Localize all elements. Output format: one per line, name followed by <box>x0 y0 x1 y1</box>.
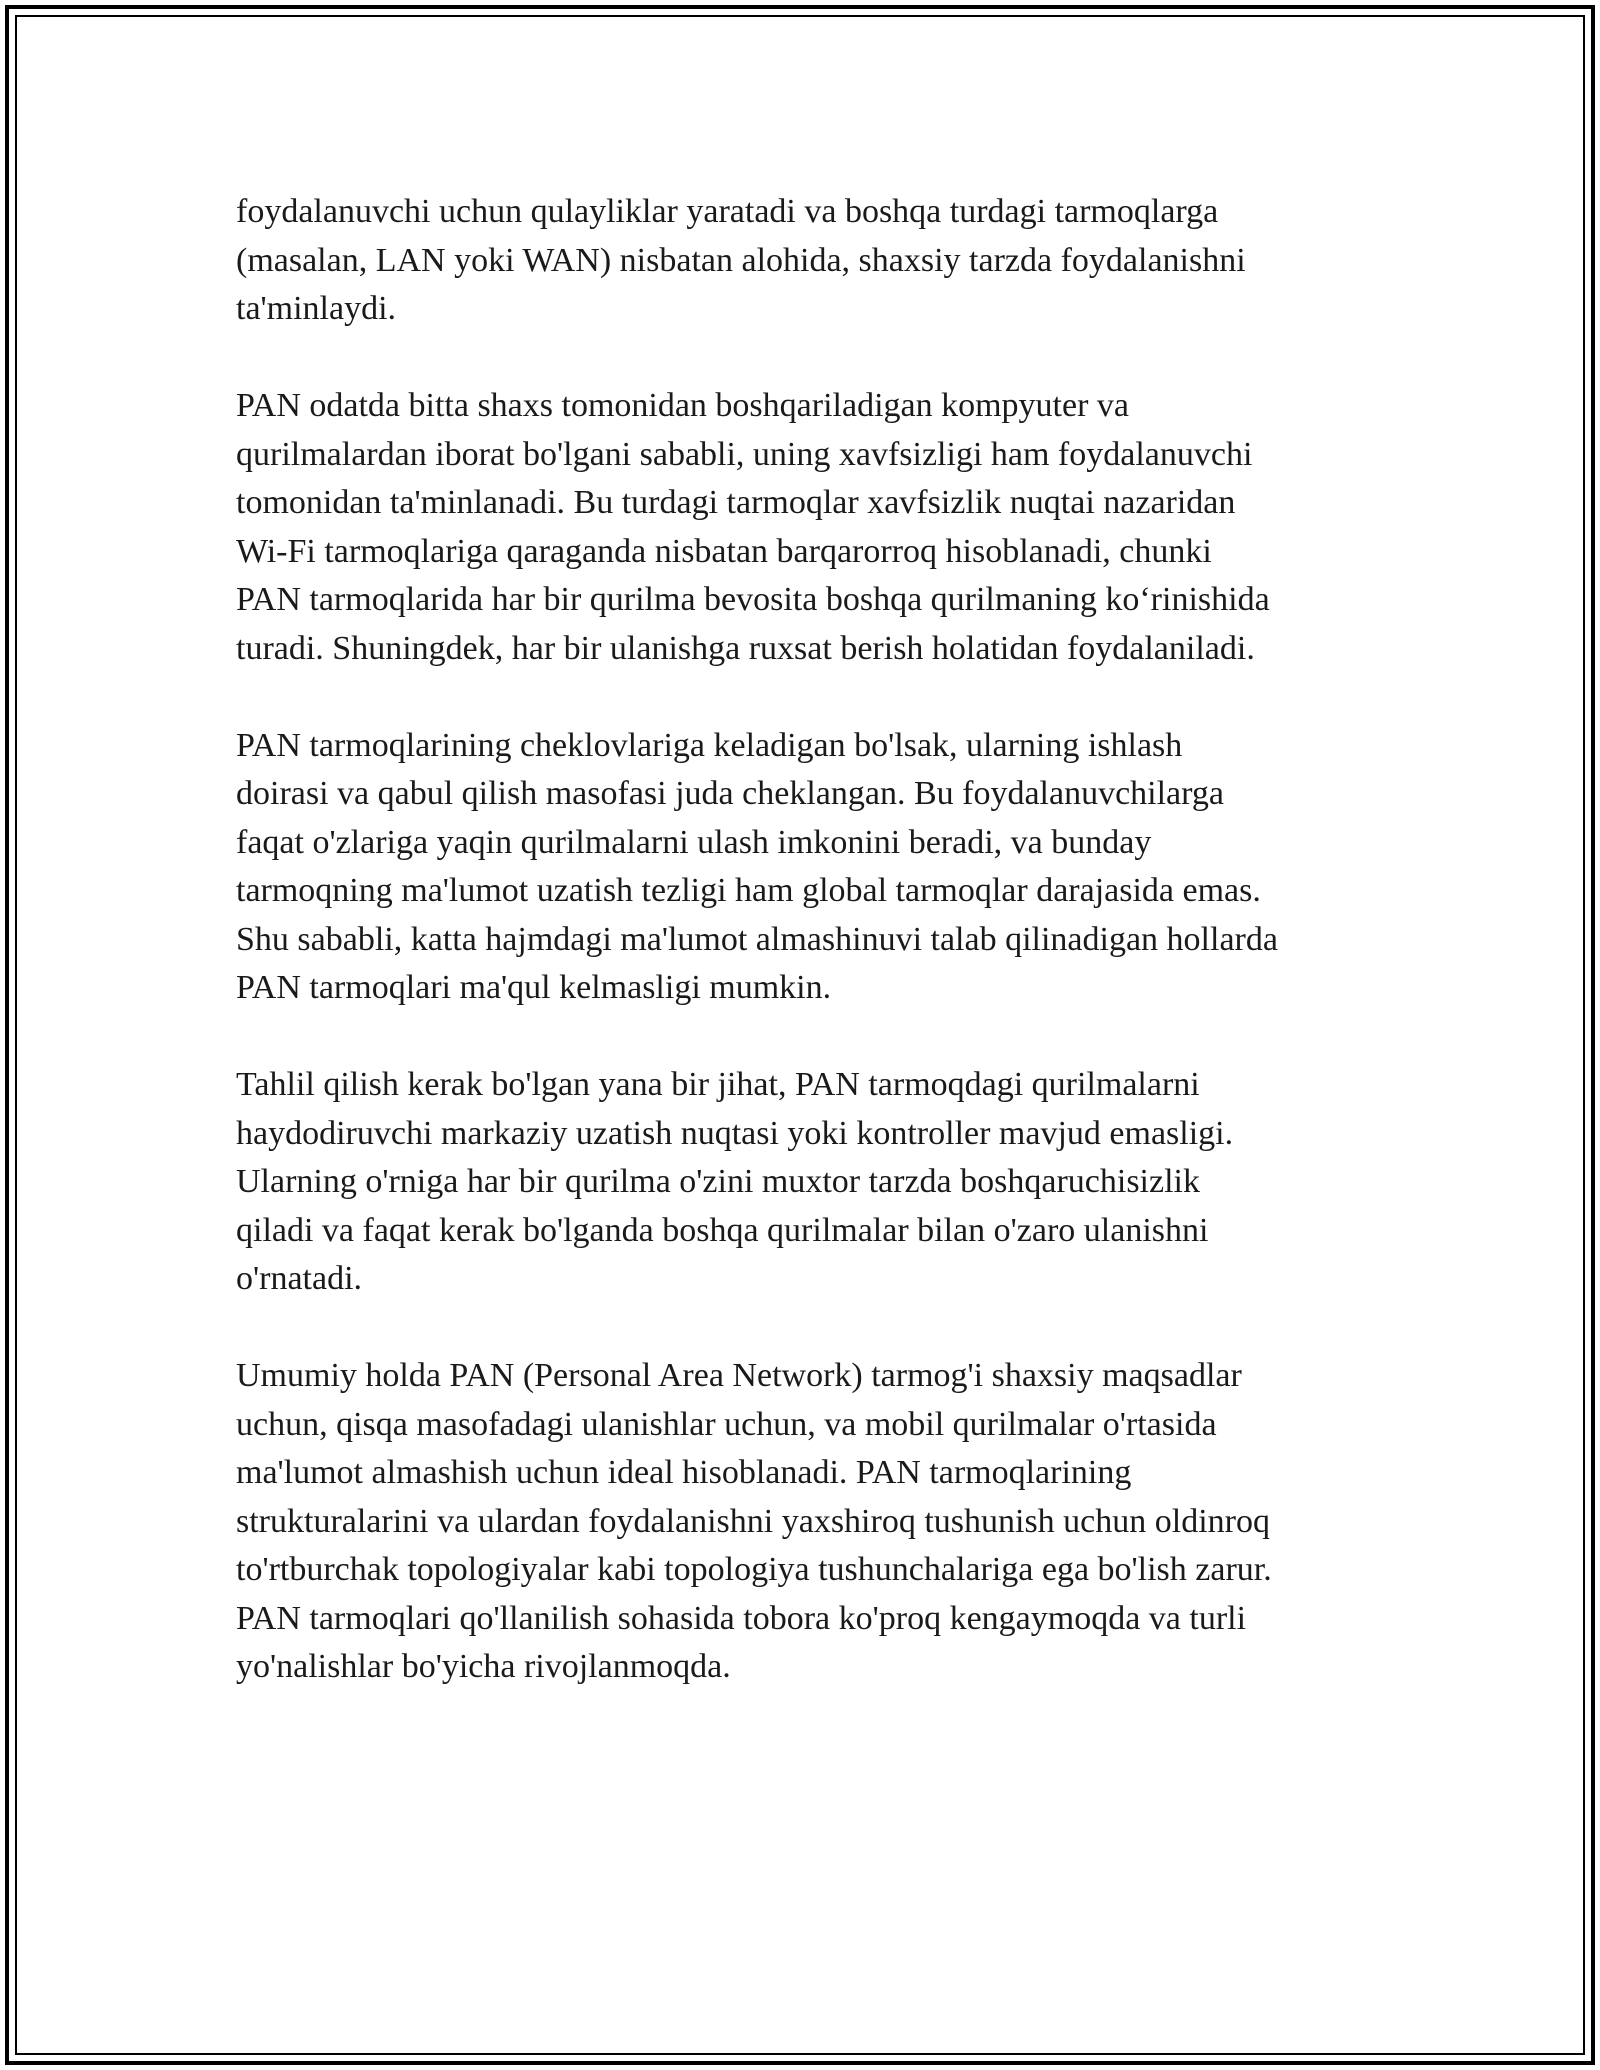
paragraph-2: PAN odatda bitta shaxs tomonidan boshqariladigan kompyuter va qurilmalardan iborat bo'lgani sababli, uning xavfsizligi ham foydalanuvchi tomonidan ta'minlanadi. Bu turdagi tarmoqlar xavfsizlik nuqtai nazaridan Wi-Fi tarmoqlariga qaraganda nisbatan barqarorroq hisoblanadi, chunki PAN tarmoqlarida har bir qurilma bevosita boshqa qurilmaning ko‘rinishida turadi. Shuningdek, har bir ulanishga ruxsat berish holatidan foydalaniladi. <box>236 387 1270 667</box>
paragraph-4: Tahlil qilish kerak bo'lgan yana bir jihat, PAN tarmoqdagi qurilmalarni haydodiruvchi markaziy uzatish nuqtasi yoki kontroller mavjud emasligi. Ularning o'rniga har bir qurilma o'zini muxtor tarzda boshqaruchisizlik qiladi va faqat kerak bo'lganda boshqa qurilmalar bilan o'zaro ulanishni o'rnatadi. <box>236 1066 1234 1297</box>
paragraph-1: foydalanuvchi uchun qulayliklar yaratadi va boshqa turdagi tarmoqlarga (masalan, LAN yoki WAN) nisbatan alohida, shaxsiy tarzda foydalanishni ta'minlaydi. <box>236 193 1246 327</box>
paragraph-3: PAN tarmoqlarining cheklovlariga keladigan bo'lsak, ularning ishlash doirasi va qabul qilish masofasi juda cheklangan. Bu foydalanuvchilarga faqat o'zlariga yaqin qurilmalarni ulash imkonini beradi, va bunday tarmoqning ma'lumot uzatish tezligi ham global tarmoqlar darajasida emas. Shu sababli, katta hajmdagi ma'lumot almashinuvi talab qilinadigan hollarda PAN tarmoqlari ma'qul kelmasligi mumkin. <box>236 726 1278 1006</box>
paragraph-5: Umumiy holda PAN (Personal Area Network) tarmog'i shaxsiy maqsadlar uchun, qisqa masofadagi ulanishlar uchun, va mobil qurilmalar o'rtasida ma'lumot almashish uchun ideal hisoblanadi. PAN tarmoqlarining strukturalarini va ulardan foydalanishni yaxshiroq tushunish uchun oldinroq to'rtburchak topologiyalar kabi topologiya tushunchalariga ega bo'lish zarur. PAN tarmoqlari qo'llanilish sohasida tobora ko'proq kengaymoqda va turli yo'nalishlar bo'yicha rivojlanmoqda. <box>236 1357 1272 1685</box>
document-body <box>236 188 1376 1740</box>
